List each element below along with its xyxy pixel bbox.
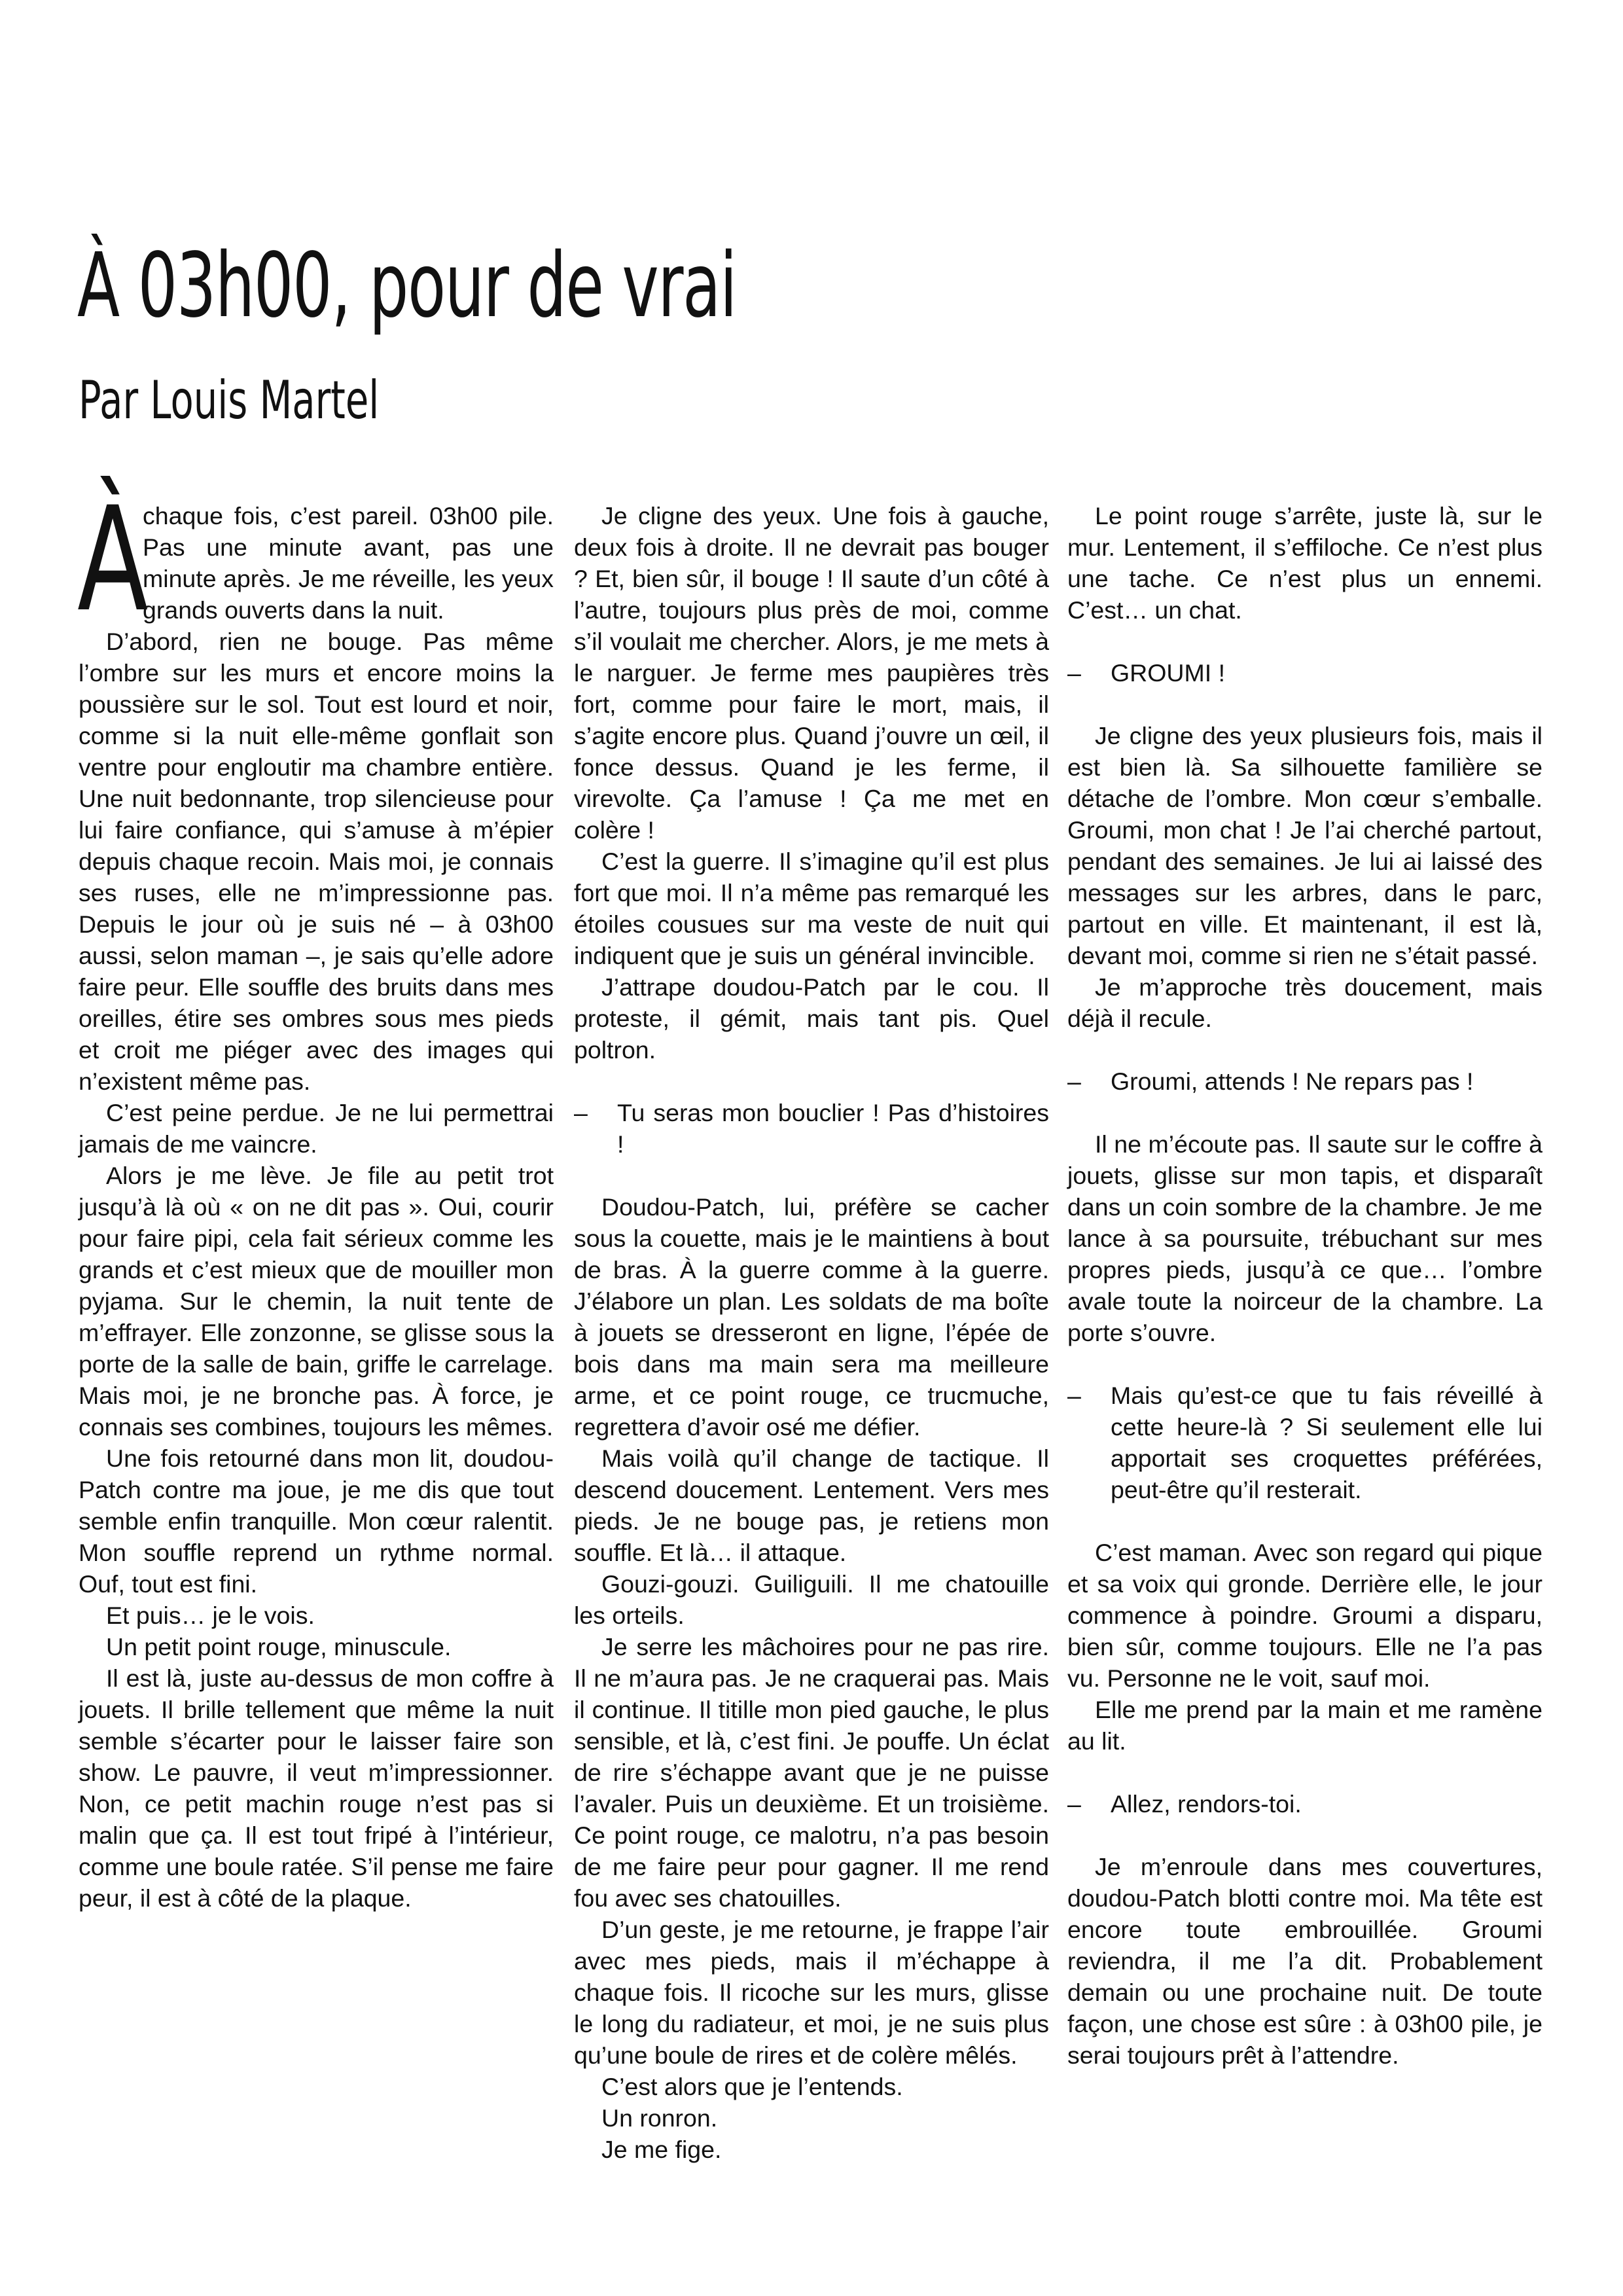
dialogue-text: Groumi, attends ! Ne repars pas ! [1111, 1067, 1474, 1095]
dialogue-text: GROUMI ! [1111, 659, 1225, 687]
body-paragraph: C’est la guerre. Il s’imagine qu’il est plus fort que moi. Il n’a même pas remarqué les étoiles cousues sur ma veste de nuit qui indiquent que je suis un général invincible. [574, 848, 1049, 969]
author-byline: Par Louis Martel [79, 370, 380, 431]
dialogue-text: Allez, rendors-toi. [1111, 1790, 1302, 1818]
body-paragraph: Je cligne des yeux. Une fois à gauche, deux fois à droite. Il ne devrait pas bouger ? Et, bien sûr, il bouge ! Il saute d’un côté à l’autre, toujours plus près de moi, comme s’il voulait me chercher. Alors, je me mets à le narguer. Je ferme mes paupières très fort, comme pour faire le mort, mais, il s’agite encore plus. Quand j’ouvre un œil, il fonce dessus. Quand je les ferme, il virevolte. Ça l’amuse ! Ça me met en colère ! [574, 502, 1049, 844]
article-title: À 03h00, pour de vrai [77, 234, 737, 338]
dialogue-line [1067, 1066, 1543, 1097]
body-paragraph: D’un geste, je me retourne, je frappe l’air avec mes pieds, mais il m’échappe à chaque fois. Il ricoche sur les murs, glisse le long du radiateur, et moi, je ne suis plus qu’une boule de rires et de colère mêlés. [574, 1916, 1049, 2069]
dialogue-line [1067, 1380, 1543, 1505]
body-paragraph: C’est alors que je l’entends. [601, 2073, 903, 2100]
body-paragraph: Je serre les mâchoires pour ne pas rire. Il ne m’aura pas. Je ne craquerai pas. Mais il continue. Il titille mon pied gauche, le plus sensible, et là, c’est fini. Je pouffe. Un éclat de rire s’échappe avant que je ne puisse l’avaler. Puis un deuxième. Et un troisième. Ce point rouge, ce malotru, n’a pas besoin de me faire peur pour gagner. Il me rend fou avec ses chatouilles. [574, 1633, 1049, 1912]
text-column-2 [574, 500, 1049, 2165]
drop-cap: À [77, 476, 149, 643]
body-paragraph: C’est peine perdue. Je ne lui permettrai jamais de me vaincre. [79, 1099, 554, 1158]
body-paragraph: Alors je me lève. Je file au petit trot jusqu’à là où « on ne dit pas ». Oui, courir pour faire pipi, cela fait sérieux comme les grands et c’est mieux que de mouiller mon pyjama. Sur le chemin, la nuit tente de m’effrayer. Elle zonzonne, se glisse sous la porte de la salle de bain, griffe le carrelage. Mais moi, je ne bronche pas. À force, je connais ses combines, toujours les mêmes. [79, 1162, 554, 1441]
body-paragraph: Je m’enroule dans mes couvertures, doudou-Patch blotti contre moi. Ma tête est encore toute embrouillée. Groumi reviendra, il me l’a dit. Probablement demain ou une prochaine nuit. De toute façon, une chose est sûre : à 03h00 pile, je serai toujours prêt à l’attendre. [1067, 1853, 1543, 2069]
body-paragraph: C’est maman. Avec son regard qui pique et sa voix qui gronde. Derrière elle, le jour commence à poindre. Groumi a disparu, bien sûr, comme toujours. Elle ne l’a pas vu. Personne ne le voit, sauf moi. [1067, 1539, 1543, 1692]
text-column-3 [1067, 500, 1543, 2071]
body-paragraph: J’attrape doudou-Patch par le cou. Il proteste, il gémit, mais tant pis. Quel poltron. [574, 973, 1049, 1064]
dialogue-line [574, 1097, 1049, 1160]
body-paragraph: Gouzi-gouzi. Guiliguili. Il me chatouille les orteils. [574, 1570, 1049, 1629]
body-paragraph: Je m’approche très doucement, mais déjà il recule. [1067, 973, 1543, 1032]
body-paragraph: Il est là, juste au-dessus de mon coffre à jouets. Il brille tellement que même la nuit semble s’écarter pour le laisser faire son show. Le pauvre, il veut m’impressionner. Non, ce petit machin rouge n’est pas si malin que ça. Il est tout fripé à l’intérieur, comme une boule ratée. S’il pense me faire peur, il est à côté de la plaque. [79, 1664, 554, 1912]
body-paragraph: Le point rouge s’arrête, juste là, sur le mur. Lentement, il s’effiloche. Ce n’est plus une tache. Ce n’est plus un ennemi. C’est… un chat. [1067, 502, 1543, 624]
dialogue-dash: – [1067, 1067, 1081, 1095]
body-paragraph: Une fois retourné dans mon lit, doudou-Patch contre ma joue, je me dis que tout semble enfin tranquille. Mon cœur ralentit. Mon souffle reprend un rythme normal. Ouf, tout est fini. [79, 1444, 554, 1598]
body-paragraph: Un ronron. [601, 2104, 718, 2132]
body-paragraph: Et puis… je le vois. [106, 1602, 315, 1629]
dialogue-dash: – [1067, 1382, 1081, 1409]
dialogue-text: Tu seras mon bouclier ! Pas d’histoires ! [617, 1099, 1049, 1158]
dialogue-dash: – [1067, 1790, 1081, 1818]
dialogue-line [1067, 657, 1543, 689]
dialogue-text: Mais qu’est-ce que tu fais réveillé à cette heure-là ? Si seulement elle lui apportait ses croquettes préférées, peut-être qu’il resterait. [1111, 1382, 1543, 1503]
body-paragraph: Doudou-Patch, lui, préfère se cacher sous la couette, mais je le maintiens à bout de bras. À la guerre comme à la guerre. J’élabore un plan. Les soldats de ma boîte à jouets se dresseront en ligne, l’épée de bois dans ma main sera ma meilleure arme, et ce point rouge, ce trucmuche, regrettera d’avoir osé me défier. [574, 1193, 1049, 1441]
dialogue-dash: – [574, 1099, 588, 1126]
lead-paragraph [77, 476, 554, 643]
dialogue-line [1067, 1788, 1543, 1820]
body-paragraph: Je me fige. [601, 2136, 722, 2163]
text-column-1 [77, 476, 554, 1914]
lead-paragraph-text: chaque fois, c’est pareil. 03h00 pile. Pas une minute avant, pas une minute après. Je me réveille, les yeux grands ouverts dans la nuit. [143, 502, 554, 624]
body-paragraph: Elle me prend par la main et me ramène au lit. [1067, 1696, 1543, 1755]
body-paragraph: Mais voilà qu’il change de tactique. Il descend doucement. Lentement. Vers mes pieds. Je ne bouge pas, je retiens mon souffle. Et là… il attaque. [574, 1444, 1049, 1566]
body-paragraph: Il ne m’écoute pas. Il saute sur le coffre à jouets, glisse sur mon tapis, et disparaît dans un coin sombre de la chambre. Je me lance à sa poursuite, trébuchant sur mes propres pieds, jusqu’à ce que… l’ombre avale toute la noirceur de la chambre. La porte s’ouvre. [1067, 1130, 1543, 1346]
body-paragraph: Je cligne des yeux plusieurs fois, mais il est bien là. Sa silhouette familière se détache de l’ombre. Mon cœur s’emballe. Groumi, mon chat ! Je l’ai cherché partout, pendant des semaines. Je lui ai laissé des messages sur les arbres, dans le parc, partout en ville. Et maintenant, il est là, devant moi, comme si rien ne s’était passé. [1067, 722, 1543, 969]
body-paragraph: Un petit point rouge, minuscule. [106, 1633, 452, 1660]
dialogue-dash: – [1067, 659, 1081, 687]
body-paragraph: D’abord, rien ne bouge. Pas même l’ombre sur les murs et encore moins la poussière sur le sol. Tout est lourd et noir, comme si la nuit elle-même gonflait son ventre pour engloutir ma chambre entière. Une nuit bedonnante, trop silencieuse pour lui faire confiance, qui s’amuse à m’épier depuis chaque recoin. Mais moi, je connais ses ruses, elle ne m’impressionne pas. Depuis le jour où je suis né – à 03h00 aussi, selon maman –, je sais qu’elle adore faire peur. Elle souffle des bruits dans mes oreilles, étire ses ombres sous mes pieds et croit me piéger avec des images qui n’existent même pas. [79, 628, 554, 1095]
